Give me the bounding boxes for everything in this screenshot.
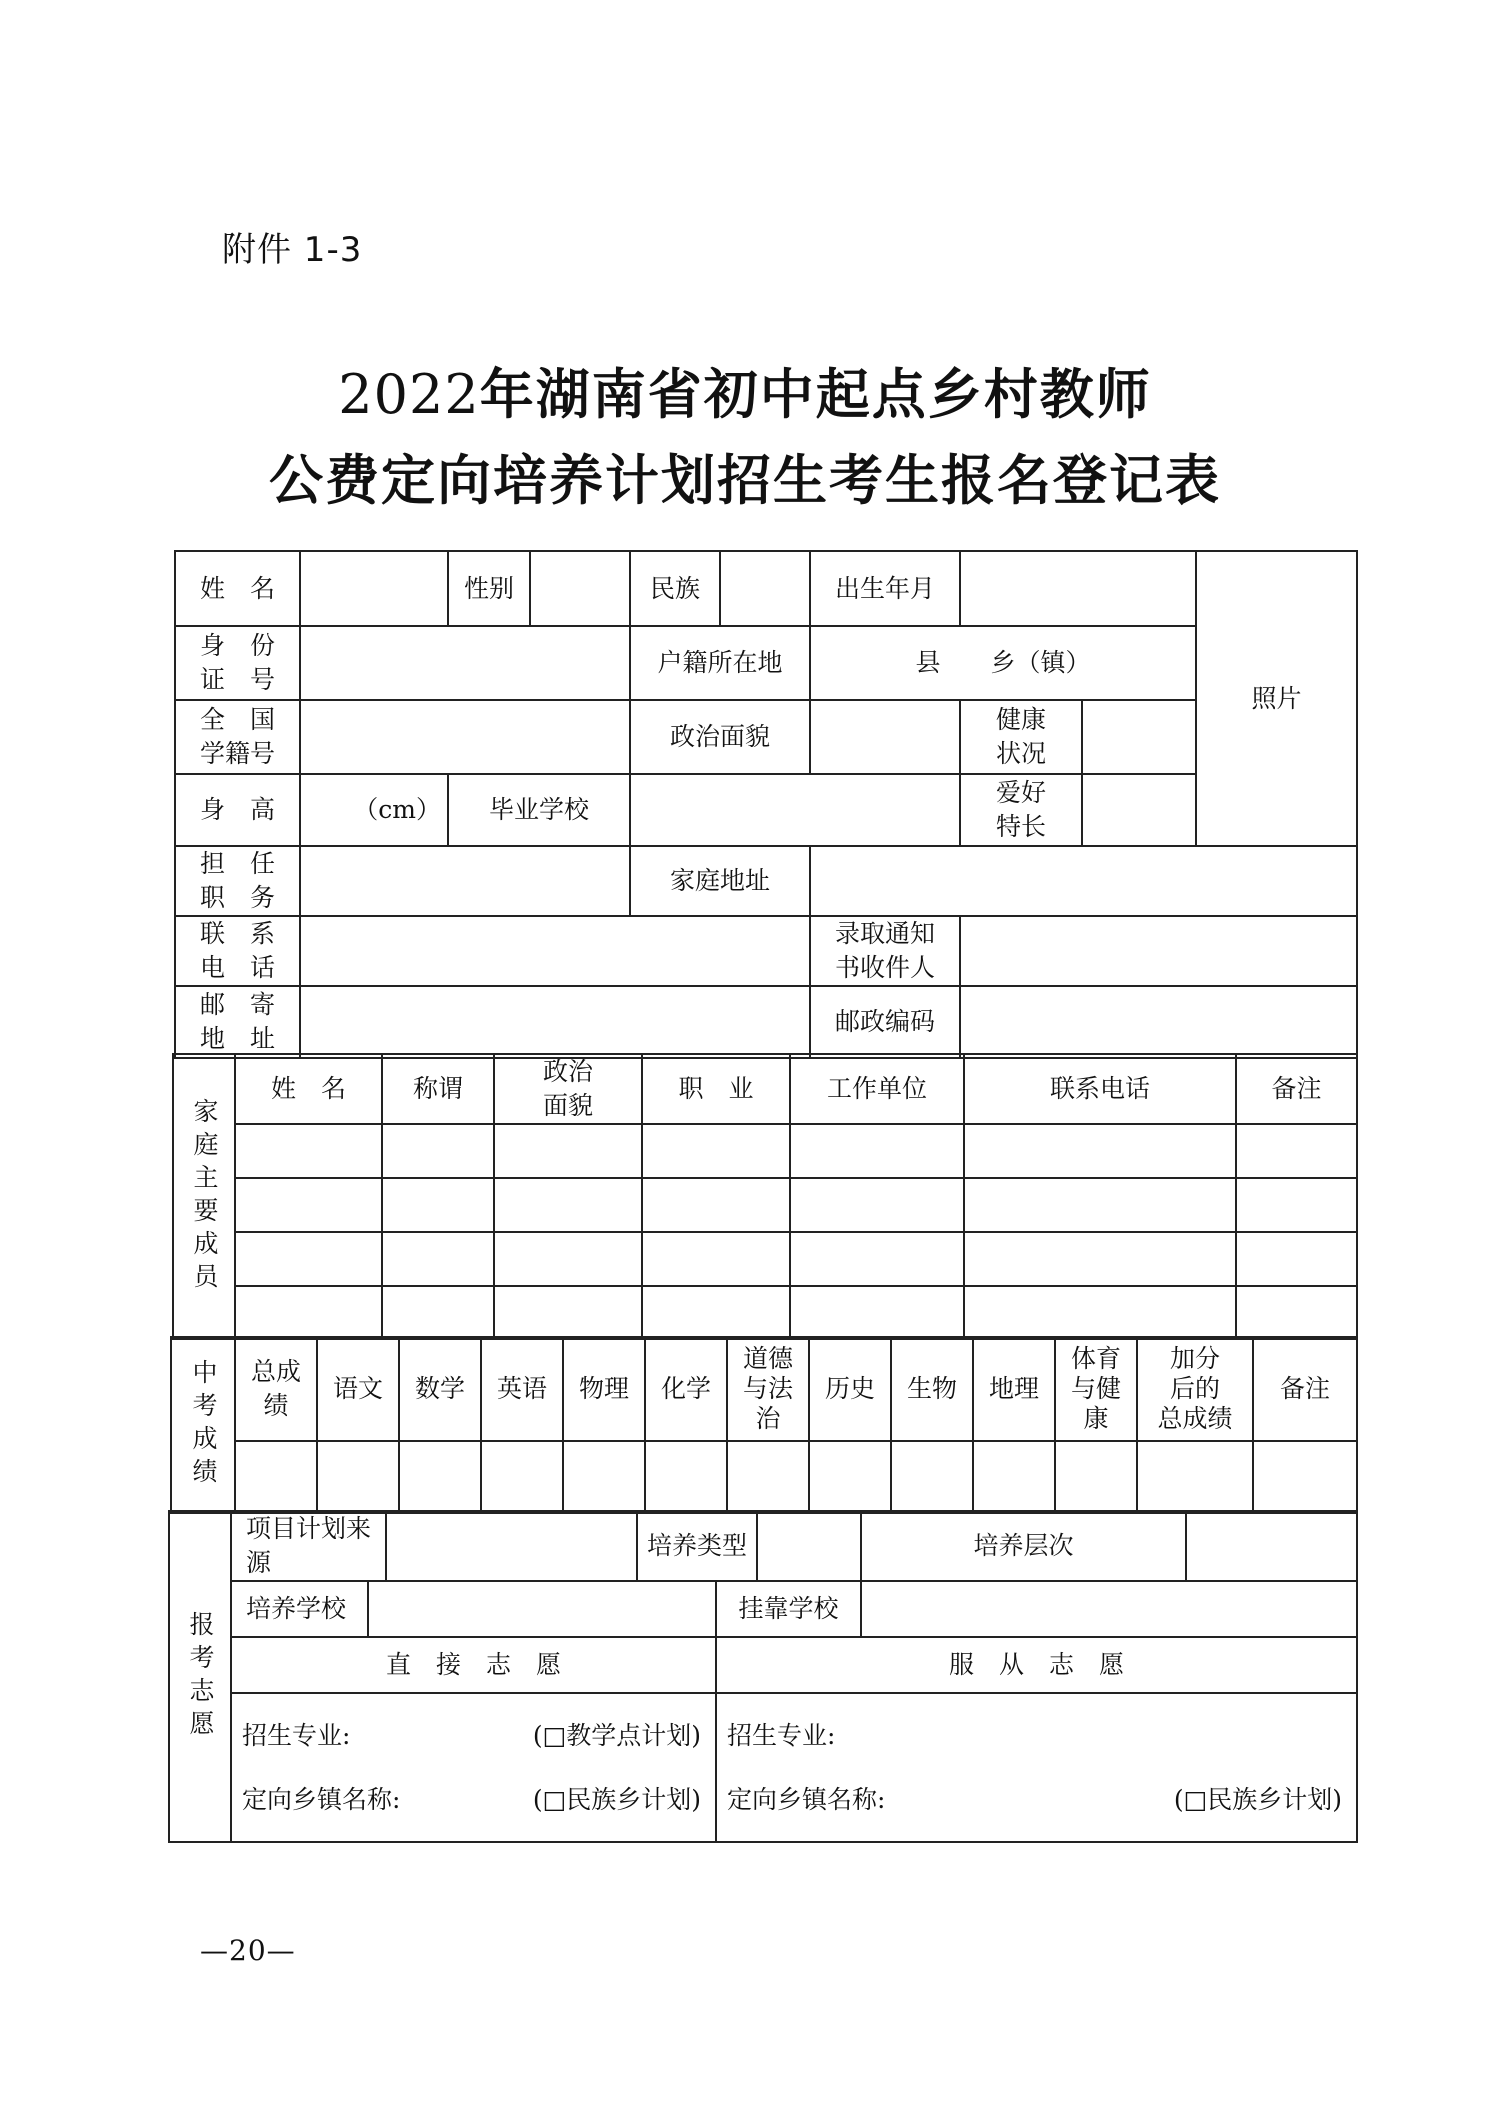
family-header-political: 政治 面貌 [494,1054,642,1124]
family-header-phone: 联系电话 [964,1054,1236,1124]
exam-header-bonus-total: 加分 后的 总成绩 [1137,1337,1253,1441]
family-cell[interactable] [235,1124,382,1178]
family-cell[interactable] [642,1232,790,1286]
gender-label: 性别 [448,551,530,626]
phone-field[interactable] [300,916,810,986]
exam-header-note: 备注 [1253,1337,1357,1441]
grad-school-label: 毕业学校 [448,774,630,846]
id-card-field[interactable] [300,626,630,700]
basic-info-table [174,550,1358,1059]
direct-wish-cell[interactable] [231,1693,716,1842]
photo-box[interactable] [1196,551,1357,846]
photo-label: 照片 [1251,683,1302,713]
score-cell[interactable] [317,1441,399,1513]
score-cell[interactable] [1253,1441,1357,1513]
notice-recv-field[interactable] [960,916,1357,986]
title-line-2: 公费定向培养计划招生考生报名登记表 [269,448,1221,512]
ethnic-field[interactable] [721,552,809,625]
family-side-label: 家庭主要成员 [173,1054,235,1339]
family-row [173,1178,1357,1232]
exam-header-geography: 地理 [973,1337,1055,1441]
ethnic-cell [630,551,810,626]
train-type-label: 培养类型 [637,1511,757,1581]
score-cell[interactable] [1137,1441,1253,1513]
apply-side-label: 报考志愿 [169,1511,231,1842]
family-cell[interactable] [642,1124,790,1178]
family-cell[interactable] [235,1232,382,1286]
score-cell[interactable] [235,1441,317,1513]
position-field[interactable] [300,846,630,916]
grad-school-field[interactable] [630,774,960,846]
exam-header-history: 历史 [809,1337,891,1441]
plan-source-label: 项目计划来源 [231,1511,386,1581]
family-cell[interactable] [1236,1232,1357,1286]
political-label: 政治面貌 [630,700,810,774]
family-header-relation: 称谓 [382,1054,494,1124]
name-label: 姓 名 [175,551,300,626]
family-cell[interactable] [494,1124,642,1178]
train-type-field[interactable] [757,1511,861,1581]
height-label: 身 高 [175,774,300,846]
affiliate-school-label: 挂靠学校 [716,1581,861,1637]
family-cell[interactable] [494,1232,642,1286]
train-school-field[interactable] [368,1581,716,1637]
postcode-field[interactable] [960,986,1357,1058]
direct-wish-header: 直 接 志 愿 [231,1637,716,1693]
title-line-1 [0,352,1490,429]
family-cell[interactable] [382,1124,494,1178]
train-level-label: 培养层次 [861,1511,1186,1581]
score-cell[interactable] [563,1441,645,1513]
direct-major-label: 招生专业: [242,1720,351,1750]
hobby-field[interactable] [1082,774,1196,846]
family-cell[interactable] [642,1178,790,1232]
notice-recv-label: 录取通知 书收件人 [810,916,960,986]
obey-town-label: 定向乡镇名称: [727,1784,886,1814]
score-cell[interactable] [809,1441,891,1513]
height-unit: （cm） [353,795,441,824]
score-cell[interactable] [727,1441,809,1513]
obey-wish-cell[interactable] [716,1693,1357,1842]
score-cell[interactable] [973,1441,1055,1513]
plan-ethnic-town-checkbox[interactable]: (□民族乡计划) [532,1784,702,1814]
family-cell[interactable] [382,1286,494,1339]
exam-header-chemistry: 化学 [645,1337,727,1441]
obey-wish-header: 服 从 志 愿 [716,1637,1357,1693]
exam-header-math: 数学 [399,1337,481,1441]
family-cell[interactable] [235,1178,382,1232]
student-no-field[interactable] [300,700,630,774]
gender-field[interactable] [530,551,630,626]
family-row [173,1286,1357,1339]
family-cell[interactable] [494,1178,642,1232]
ethnic-label: 民族 [631,552,721,625]
mail-addr-label: 邮 寄 地 址 [175,986,300,1058]
obey-plan-ethnic-town-checkbox[interactable]: (□民族乡计划) [1173,1784,1343,1814]
political-field[interactable] [810,700,960,774]
exam-header-english: 英语 [481,1337,563,1441]
family-cell[interactable] [790,1178,964,1232]
family-table [172,1053,1358,1340]
train-school-label: 培养学校 [231,1581,368,1637]
affiliate-school-field[interactable] [861,1581,1357,1637]
train-level-field[interactable] [1186,1511,1357,1581]
exam-score-table [170,1336,1358,1514]
family-cell[interactable] [1236,1124,1357,1178]
exam-header-biology: 生物 [891,1337,973,1441]
home-addr-field[interactable] [810,846,1357,916]
family-header-workplace: 工作单位 [790,1054,964,1124]
health-label: 健康 状况 [960,700,1082,774]
annex-label: 附件 1-3 [222,230,363,270]
application-table [168,1510,1358,1843]
score-cell[interactable] [399,1441,481,1513]
id-card-label: 身 份 证 号 [175,626,300,700]
exam-header-pe: 体育 与健 康 [1055,1337,1137,1441]
plan-source-field[interactable] [386,1511,637,1581]
family-cell[interactable] [235,1286,382,1339]
family-cell[interactable] [790,1124,964,1178]
exam-header-morality: 道德 与法 治 [727,1337,809,1441]
family-header-note: 备注 [1236,1054,1357,1124]
score-cell[interactable] [645,1441,727,1513]
position-label: 担 任 职 务 [175,846,300,916]
exam-header-physics: 物理 [563,1337,645,1441]
family-cell[interactable] [964,1232,1236,1286]
mail-addr-field[interactable] [300,986,810,1058]
family-header-name: 姓 名 [235,1054,382,1124]
student-no-label: 全 国 学籍号 [175,700,300,774]
name-field[interactable] [300,551,448,626]
plan-teaching-point-checkbox[interactable]: (□教学点计划) [532,1720,702,1750]
family-cell[interactable] [494,1286,642,1339]
household-label: 户籍所在地 [630,626,810,700]
exam-header-total: 总成 绩 [235,1337,317,1441]
score-cell[interactable] [891,1441,973,1513]
household-field[interactable]: 县 乡（镇） [810,626,1196,700]
exam-score-row [171,1441,1357,1513]
family-cell[interactable] [382,1178,494,1232]
score-cell[interactable] [1055,1441,1137,1513]
family-cell[interactable] [790,1232,964,1286]
page-number: —20— [200,1934,296,1967]
score-cell[interactable] [481,1441,563,1513]
family-row [173,1232,1357,1286]
home-addr-label: 家庭地址 [630,846,810,916]
hobby-label: 爱好 特长 [960,774,1082,846]
title-line-1-text: 年湖南省初中起点乡村教师 [479,362,1152,426]
family-cell[interactable] [964,1286,1236,1339]
family-cell[interactable] [1236,1178,1357,1232]
birth-field[interactable] [960,551,1196,626]
exam-side-label: 中考成绩 [171,1337,235,1513]
birth-label: 出生年月 [810,551,960,626]
title-year: 2022 [338,363,480,426]
family-cell[interactable] [964,1124,1236,1178]
postcode-label: 邮政编码 [810,986,960,1058]
obey-major-label: 招生专业: [727,1720,836,1750]
exam-header-chinese: 语文 [317,1337,399,1441]
family-cell[interactable] [642,1286,790,1339]
family-cell[interactable] [1236,1286,1357,1339]
family-cell[interactable] [382,1232,494,1286]
family-header-job: 职 业 [642,1054,790,1124]
height-field[interactable] [300,774,448,846]
family-row [173,1124,1357,1178]
phone-label: 联 系 电 话 [175,916,300,986]
family-cell[interactable] [790,1286,964,1339]
health-field[interactable] [1082,700,1196,774]
direct-town-label: 定向乡镇名称: [242,1784,401,1814]
family-cell[interactable] [964,1178,1236,1232]
